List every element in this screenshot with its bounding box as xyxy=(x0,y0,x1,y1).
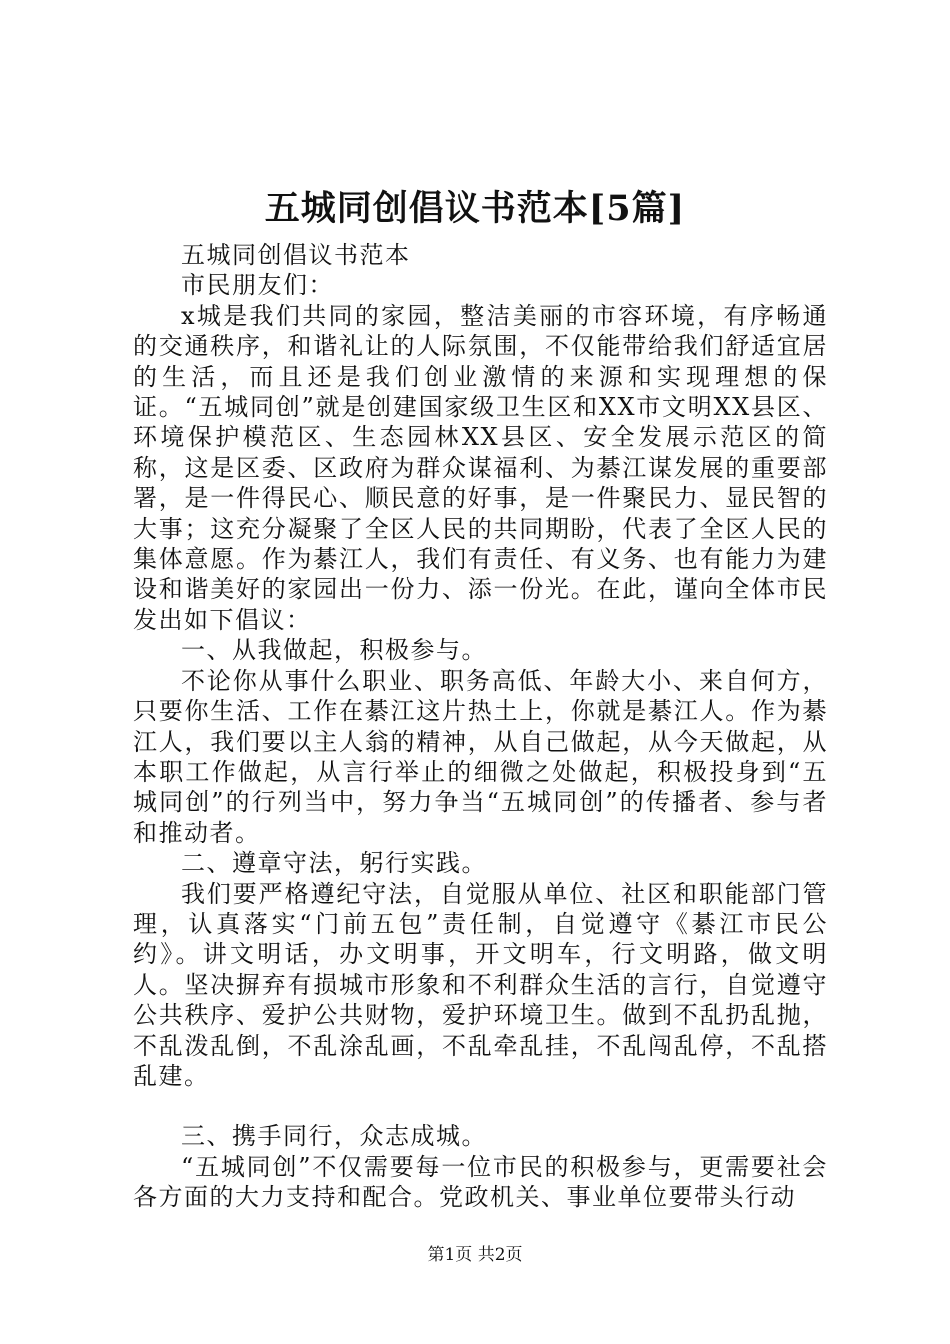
paragraph-section-1: 不论你从事什么职业、职务高低、年龄大小、来自何方，只要你生活、工作在綦江这片热土上，你就是綦江人。作为綦江人，我们要以主人翁的精神，从自己做起，从今天做起，从本职工作做起，从言行举止的细微之处做起，积极投身到“五城同创”的行列当中，努力争当“五城同创”的传播者、参与者和推动者。 xyxy=(133,666,828,847)
paragraph-section-2: 我们要严格遵纪守法，自觉服从单位、社区和职能部门管理，认真落实“门前五包”责任制，自觉遵守《綦江市民公约》。讲文明话，办文明事，开文明车，行文明路，做文明人。坚决摒弃有损城市形象和不利群众生活的言行，自觉遵守公共秩序、爱护公共财物，爱护环境卫生。做到不乱扔乱抛，不乱泼乱倒，不乱涂乱画，不乱牵乱挂，不乱闯乱停，不乱搭乱建。 xyxy=(133,879,828,1090)
paragraph-subtitle: 五城同创倡议书范本 xyxy=(181,241,411,269)
section-heading-1: 一、从我做起，积极参与。 xyxy=(181,636,487,665)
paragraph-salutation: 市民朋友们： xyxy=(181,271,334,300)
document-title: 五城同创倡议书范本[5篇] xyxy=(264,188,686,229)
section-heading-3: 三、携手同行，众志成城。 xyxy=(181,1122,487,1151)
paragraph-intro: x城是我们共同的家园，整洁美丽的市容环境，有序畅通的交通秩序，和谐礼让的人际氛围，不仅能带给我们舒适宜居的生活，而且还是我们创业激情的来源和实现理想的保证。“五城同创”就是创建国家级卫生区和XX市文明XX县区、环境保护模范区、生态园林XX县区、安全发展示范区的简称，这是区委、区政府为群众谋福利、为綦江谋发展的重要部署，是一件得民心、顺民意的好事，是一件聚民力、显民智的大事；这充分凝聚了全区人民的共同期盼，代表了全区人民的集体意愿。作为綦江人，我们有责任、有义务、也有能力为建设和谐美好的家园出一份力、添一份光。在此，谨向全体市民发出如下倡议： xyxy=(133,301,828,634)
page-number-footer: 第1页 共2页 xyxy=(427,1245,523,1265)
section-heading-2: 二、遵章守法，躬行实践。 xyxy=(181,849,487,878)
paragraph-section-3: “五城同创”不仅需要每一位市民的积极参与，更需要社会各方面的大力支持和配合。党政机关、事业单位要带头行动 xyxy=(133,1152,828,1212)
document-body xyxy=(133,240,828,1213)
